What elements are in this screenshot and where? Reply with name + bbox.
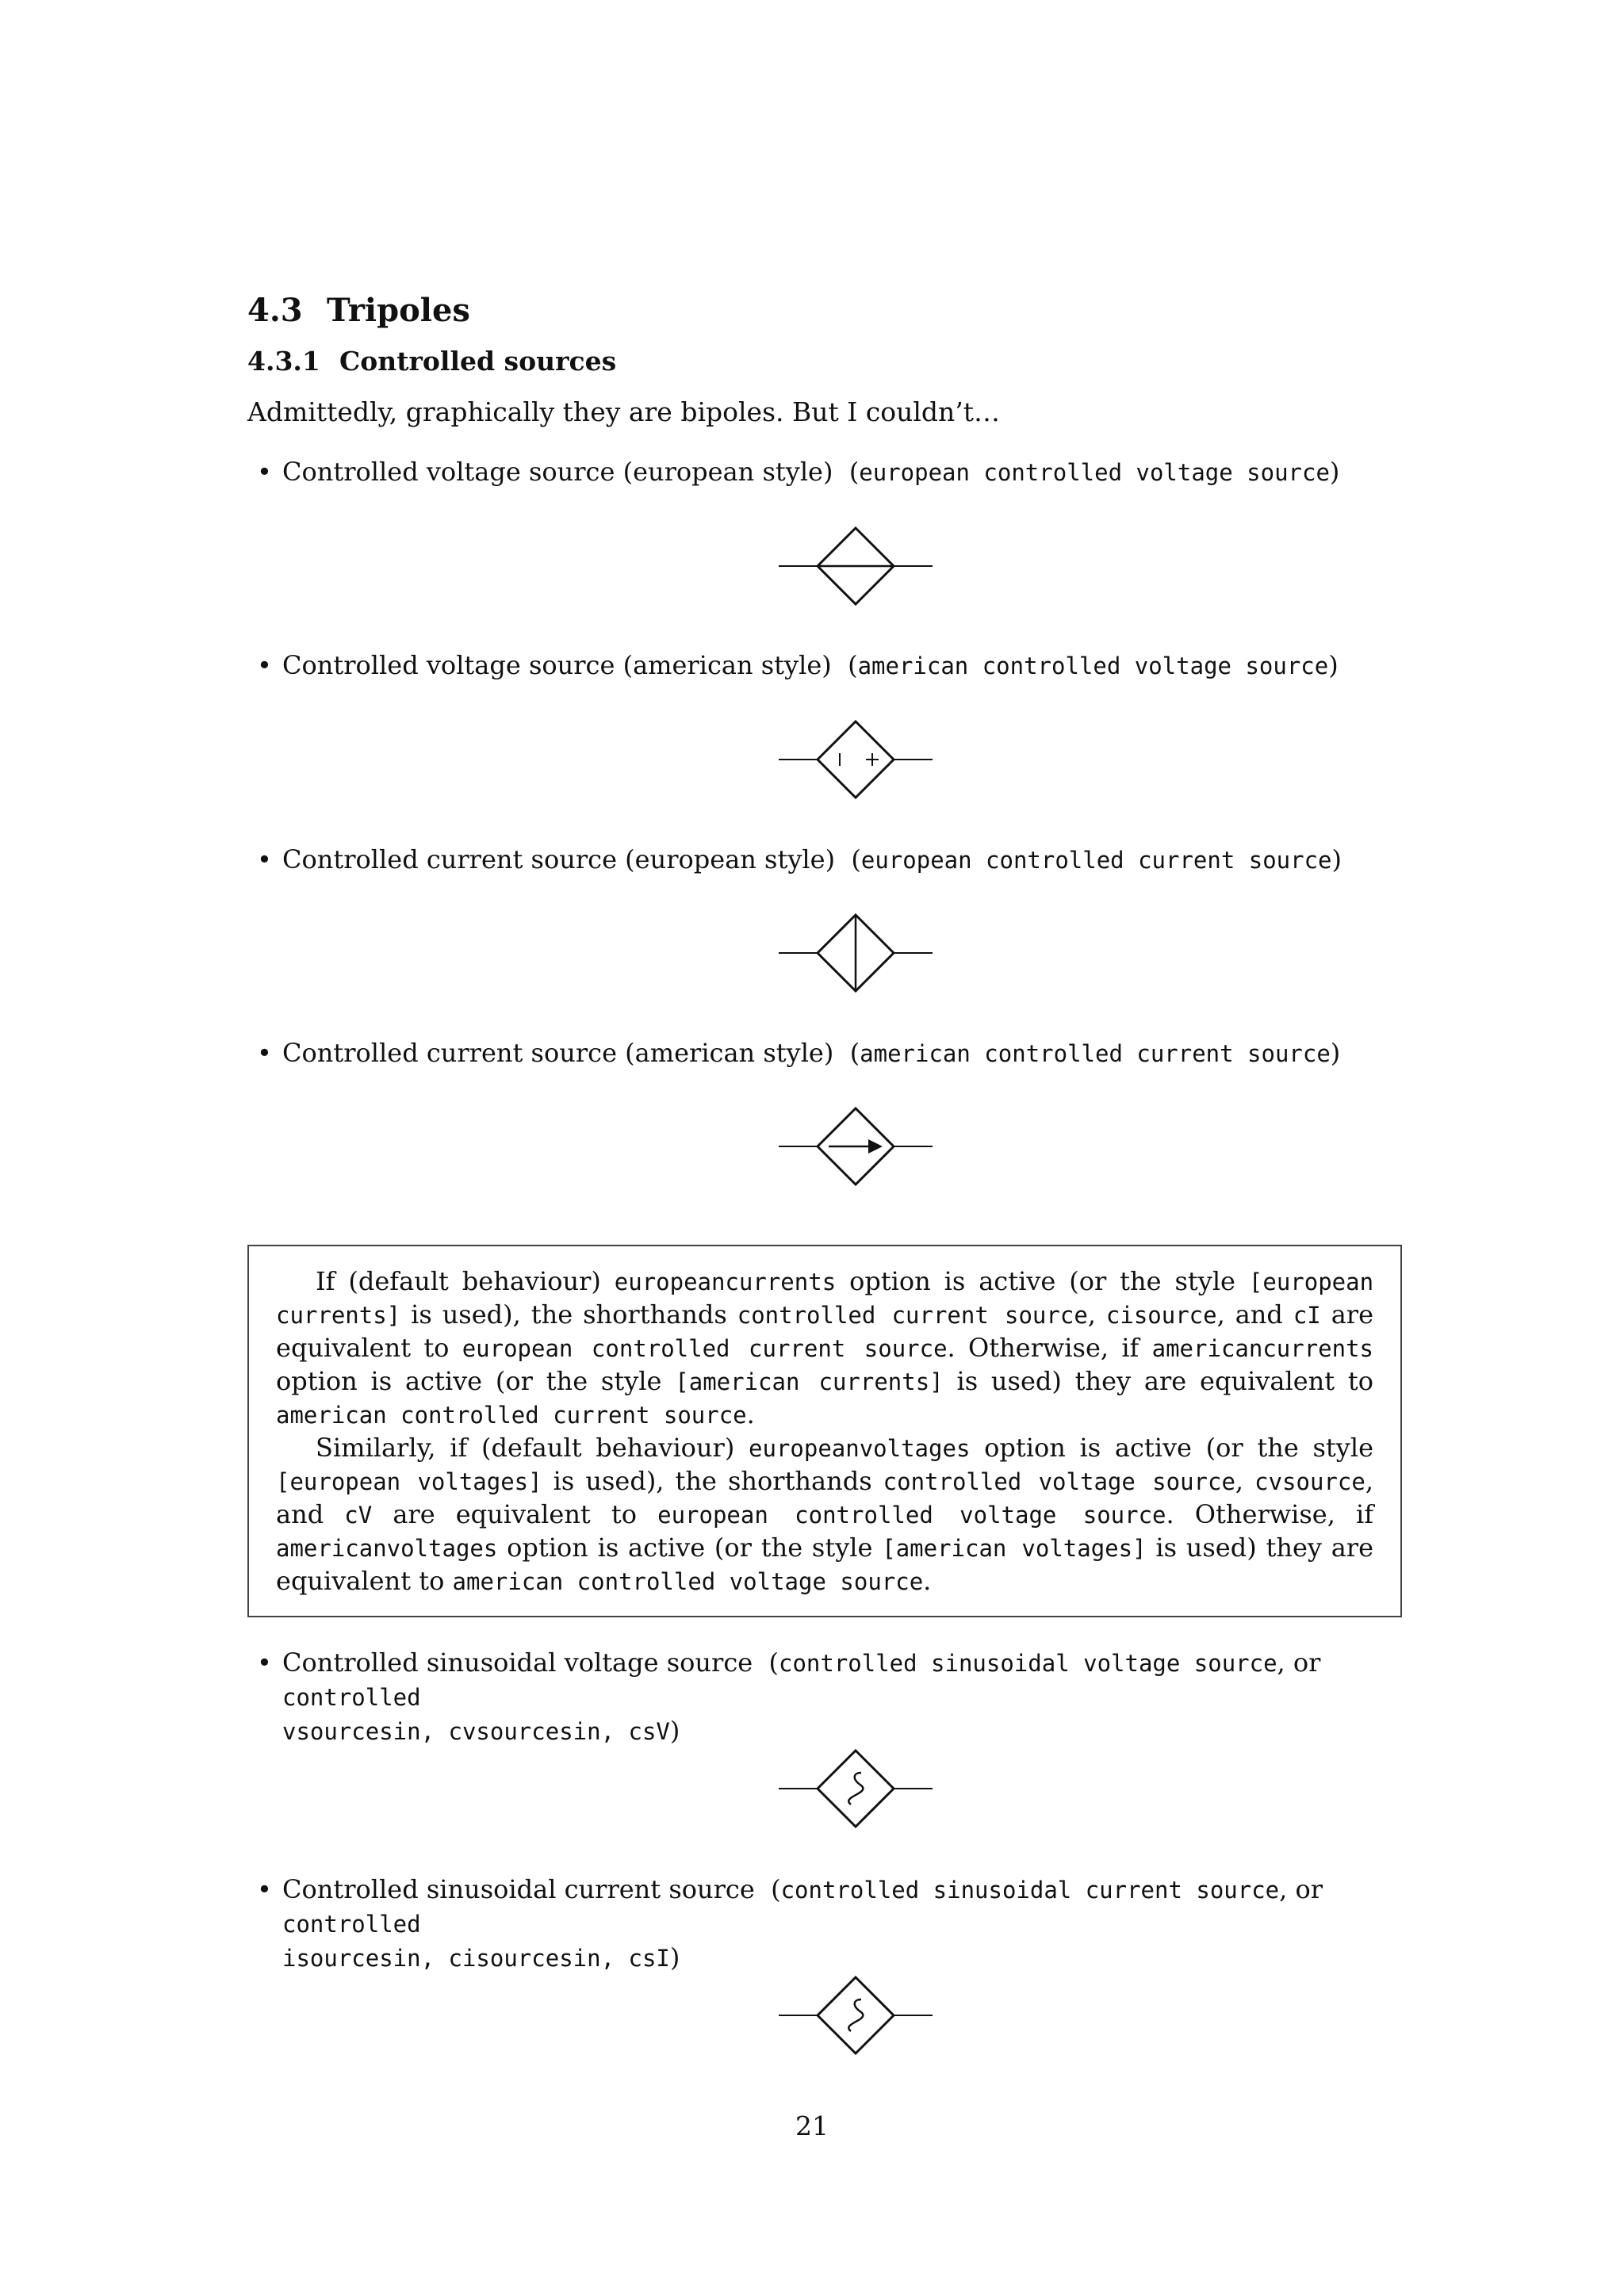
item-code: european controlled voltage source <box>859 459 1330 486</box>
diamond-horizontal-line-icon <box>777 526 936 606</box>
item-description: Controlled sinusoidal voltage source <box>282 1647 753 1678</box>
list-item: • Controlled sinusoidal current source (controlled sinusoidal current source, or controlled isourcesin, cisourcesin, csI) <box>257 1874 1323 1973</box>
subsection-number: 4.3.1 <box>247 346 320 377</box>
list-item: • Controlled voltage source (european style) (european controlled voltage source) <box>257 457 1340 487</box>
subsection-heading <box>247 346 616 377</box>
diamond-sine-icon <box>777 1976 936 2055</box>
item-code: controlled sinusoidal current source <box>780 1877 1280 1904</box>
note-paragraph: If (default behaviour) europeancurrents option is active (or the style [european currents] is used), the shorthands controlled current source, cisource, and cI are equivalent to european controlled current source. Otherwise, if americancurrents option is active (or the style [american currents] is used) they are equivalent to american controlled current source. <box>276 1266 1374 1429</box>
item-description: Controlled voltage source (american style) <box>282 650 832 680</box>
diamond-sine-icon <box>777 1749 936 1828</box>
item-code: european controlled current source <box>860 847 1332 874</box>
item-code: controlled sinusoidal voltage source <box>779 1650 1277 1677</box>
list-item: • Controlled sinusoidal voltage source (controlled sinusoidal voltage source, or controlled vsourcesin, cvsourcesin, csV) <box>257 1647 1321 1746</box>
item-description: Controlled sinusoidal current source <box>282 1874 755 1904</box>
list-item: • Controlled voltage source (american style) (american controlled voltage source) <box>257 650 1339 680</box>
list-item: • Controlled current source (european style) (european controlled current source) <box>257 844 1342 874</box>
item-code: american controlled current source <box>860 1040 1331 1067</box>
item-description: Controlled voltage source (european style) <box>282 457 833 487</box>
page-number: 21 <box>795 2110 829 2141</box>
section-title: Tripoles <box>327 292 470 329</box>
item-description: Controlled current source (american style) <box>282 1038 834 1068</box>
diamond-minus-plus-icon <box>777 720 936 799</box>
item-description: Controlled current source (european style) <box>282 844 836 874</box>
list-item: • Controlled current source (american style) (american controlled current source) <box>257 1038 1341 1068</box>
section-heading <box>247 292 470 329</box>
diamond-vertical-line-icon <box>777 913 936 993</box>
item-code: american controlled voltage source <box>857 652 1329 679</box>
note-paragraph: Similarly, if (default behaviour) europeanvoltages option is active (or the style [european voltages] is used), the shorthands controlled voltage source, cvsource, and cV are equivalent to european controlled voltage source. Otherwise, if americanvoltages option is active (or the style [american voltages] is used) they are equivalent to american controlled voltage source. <box>276 1433 1374 1596</box>
intro-paragraph: Admittedly, graphically they are bipoles. But I couldn’t… <box>247 396 1001 427</box>
note-box <box>247 1245 1402 1617</box>
subsection-title: Controlled sources <box>339 346 617 377</box>
section-number: 4.3 <box>247 292 303 329</box>
diamond-arrow-icon <box>777 1107 936 1186</box>
